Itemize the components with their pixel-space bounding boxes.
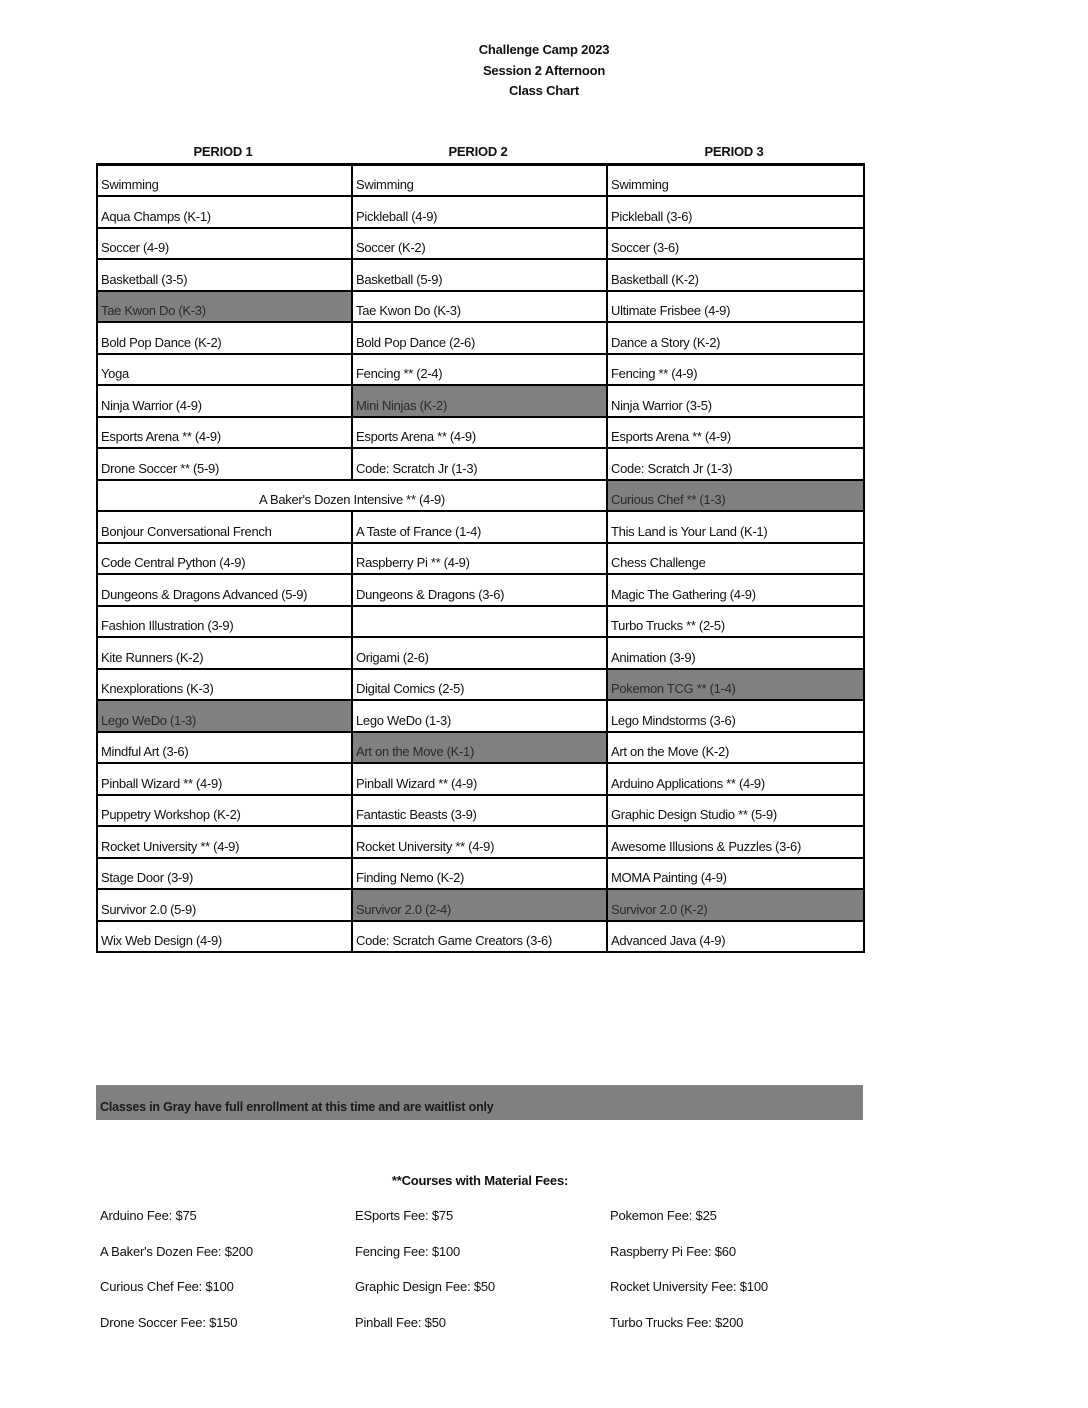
document-title bbox=[0, 40, 1088, 102]
fee-item: Rocket University Fee: $100 bbox=[610, 1279, 768, 1294]
class-cell: Pinball Wizard ** (4-9) bbox=[352, 763, 607, 795]
class-cell: Bold Pop Dance (K-2) bbox=[97, 322, 352, 354]
fee-item: Curious Chef Fee: $100 bbox=[100, 1279, 234, 1294]
class-cell: Code: Scratch Jr (1-3) bbox=[607, 448, 864, 480]
class-cell: Lego Mindstorms (3-6) bbox=[607, 700, 864, 732]
class-cell: Code: Scratch Jr (1-3) bbox=[352, 448, 607, 480]
class-cell: Bold Pop Dance (2-6) bbox=[352, 322, 607, 354]
table-row bbox=[97, 669, 864, 701]
table-row bbox=[97, 826, 864, 858]
table-row bbox=[97, 637, 864, 669]
class-cell: Drone Soccer ** (5-9) bbox=[97, 448, 352, 480]
class-chart-table bbox=[96, 163, 865, 953]
fee-item: ESports Fee: $75 bbox=[355, 1208, 453, 1223]
class-cell: Mini Ninjas (K-2) bbox=[352, 385, 607, 417]
session-title: Session 2 Afternoon bbox=[482, 62, 606, 78]
fee-item: Turbo Trucks Fee: $200 bbox=[610, 1315, 744, 1330]
class-cell: Art on the Move (K-1) bbox=[352, 732, 607, 764]
table-row bbox=[97, 574, 864, 606]
table-row bbox=[97, 165, 864, 197]
class-cell: Soccer (3-6) bbox=[607, 228, 864, 260]
class-cell: Knexplorations (K-3) bbox=[97, 669, 352, 701]
class-cell: Rocket University ** (4-9) bbox=[352, 826, 607, 858]
class-cell: A Taste of France (1-4) bbox=[352, 511, 607, 543]
class-cell: Code Central Python (4-9) bbox=[97, 543, 352, 575]
class-cell: Esports Arena ** (4-9) bbox=[97, 417, 352, 449]
class-cell: Puppetry Workshop (K-2) bbox=[97, 795, 352, 827]
class-cell: Graphic Design Studio ** (5-9) bbox=[607, 795, 864, 827]
class-cell: Wix Web Design (4-9) bbox=[97, 921, 352, 953]
period-3-header: PERIOD 3 bbox=[704, 144, 764, 159]
camp-title: Challenge Camp 2023 bbox=[478, 42, 610, 57]
class-cell: Survivor 2.0 (2-4) bbox=[352, 889, 607, 921]
table-row bbox=[97, 385, 864, 417]
class-cell: Fantastic Beasts (3-9) bbox=[352, 795, 607, 827]
class-cell: Swimming bbox=[607, 165, 864, 197]
class-cell: Survivor 2.0 (K-2) bbox=[607, 889, 864, 921]
class-cell: Origami (2-6) bbox=[352, 637, 607, 669]
class-cell bbox=[352, 606, 607, 638]
fee-item: Drone Soccer Fee: $150 bbox=[100, 1315, 238, 1330]
class-cell: Pickleball (4-9) bbox=[352, 196, 607, 228]
class-cell: Arduino Applications ** (4-9) bbox=[607, 763, 864, 795]
table-row bbox=[97, 259, 864, 291]
class-cell: Esports Arena ** (4-9) bbox=[352, 417, 607, 449]
fee-item: Fencing Fee: $100 bbox=[355, 1244, 461, 1259]
fee-item: Pokemon Fee: $25 bbox=[610, 1208, 717, 1223]
class-cell: Art on the Move (K-2) bbox=[607, 732, 864, 764]
class-cell: Lego WeDo (1-3) bbox=[97, 700, 352, 732]
class-cell: Soccer (4-9) bbox=[97, 228, 352, 260]
class-cell: Aqua Champs (K-1) bbox=[97, 196, 352, 228]
class-cell: Pokemon TCG ** (1-4) bbox=[607, 669, 864, 701]
class-cell: Basketball (5-9) bbox=[352, 259, 607, 291]
class-cell: Lego WeDo (1-3) bbox=[352, 700, 607, 732]
class-cell: Dance a Story (K-2) bbox=[607, 322, 864, 354]
table-row bbox=[97, 196, 864, 228]
class-cell: Kite Runners (K-2) bbox=[97, 637, 352, 669]
class-cell: Advanced Java (4-9) bbox=[607, 921, 864, 953]
class-cell: Tae Kwon Do (K-3) bbox=[97, 291, 352, 323]
table-row bbox=[97, 228, 864, 260]
class-cell: Basketball (K-2) bbox=[607, 259, 864, 291]
class-cell: Ninja Warrior (4-9) bbox=[97, 385, 352, 417]
class-cell: Basketball (3-5) bbox=[97, 259, 352, 291]
table-row bbox=[97, 889, 864, 921]
class-cell: Chess Challenge bbox=[607, 543, 864, 575]
table-row bbox=[97, 763, 864, 795]
class-cell: Soccer (K-2) bbox=[352, 228, 607, 260]
class-cell: This Land is Your Land (K-1) bbox=[607, 511, 864, 543]
table-row bbox=[97, 606, 864, 638]
class-cell: Pickleball (3-6) bbox=[607, 196, 864, 228]
table-row bbox=[97, 732, 864, 764]
class-cell: Curious Chef ** (1-3) bbox=[607, 480, 864, 512]
class-cell: MOMA Painting (4-9) bbox=[607, 858, 864, 890]
fee-item: Graphic Design Fee: $50 bbox=[355, 1279, 495, 1294]
table-row bbox=[97, 511, 864, 543]
fee-item: Arduino Fee: $75 bbox=[100, 1208, 197, 1223]
class-cell: Ultimate Frisbee (4-9) bbox=[607, 291, 864, 323]
table-row bbox=[97, 795, 864, 827]
class-cell: Ninja Warrior (3-5) bbox=[607, 385, 864, 417]
table-row bbox=[97, 543, 864, 575]
table-row bbox=[97, 322, 864, 354]
table-row bbox=[97, 354, 864, 386]
class-cell: Fencing ** (4-9) bbox=[607, 354, 864, 386]
class-cell: Bonjour Conversational French bbox=[97, 511, 352, 543]
class-cell: Rocket University ** (4-9) bbox=[97, 826, 352, 858]
class-cell: Tae Kwon Do (K-3) bbox=[352, 291, 607, 323]
class-cell: Fashion Illustration (3-9) bbox=[97, 606, 352, 638]
fee-item: A Baker's Dozen Fee: $200 bbox=[100, 1244, 253, 1259]
class-cell: Pinball Wizard ** (4-9) bbox=[97, 763, 352, 795]
table-row bbox=[97, 700, 864, 732]
class-cell: Digital Comics (2-5) bbox=[352, 669, 607, 701]
period-2-header: PERIOD 2 bbox=[448, 144, 508, 159]
table-row bbox=[97, 448, 864, 480]
table-row bbox=[97, 417, 864, 449]
class-cell: Awesome Illusions & Puzzles (3-6) bbox=[607, 826, 864, 858]
waitlist-notice: Classes in Gray have full enrollment at this time and are waitlist only bbox=[96, 1085, 863, 1120]
fee-item: Raspberry Pi Fee: $60 bbox=[610, 1244, 736, 1259]
class-cell: Esports Arena ** (4-9) bbox=[607, 417, 864, 449]
fee-item: Pinball Fee: $50 bbox=[355, 1315, 446, 1330]
class-cell: Finding Nemo (K-2) bbox=[352, 858, 607, 890]
class-cell: Raspberry Pi ** (4-9) bbox=[352, 543, 607, 575]
class-cell: Magic The Gathering (4-9) bbox=[607, 574, 864, 606]
period-1-header: PERIOD 1 bbox=[193, 144, 253, 159]
class-cell: A Baker's Dozen Intensive ** (4-9) bbox=[97, 480, 607, 512]
class-cell: Yoga bbox=[97, 354, 352, 386]
class-cell: Turbo Trucks ** (2-5) bbox=[607, 606, 864, 638]
chart-title: Class Chart bbox=[508, 83, 580, 98]
class-cell: Dungeons & Dragons Advanced (5-9) bbox=[97, 574, 352, 606]
class-cell: Code: Scratch Game Creators (3-6) bbox=[352, 921, 607, 953]
class-cell: Swimming bbox=[352, 165, 607, 197]
table-row bbox=[97, 858, 864, 890]
table-row bbox=[97, 921, 864, 953]
class-cell: Stage Door (3-9) bbox=[97, 858, 352, 890]
class-cell: Fencing ** (2-4) bbox=[352, 354, 607, 386]
class-cell: Dungeons & Dragons (3-6) bbox=[352, 574, 607, 606]
table-row bbox=[97, 291, 864, 323]
class-cell: Survivor 2.0 (5-9) bbox=[97, 889, 352, 921]
material-fees-heading: **Courses with Material Fees: bbox=[391, 1173, 569, 1188]
table-row bbox=[97, 480, 864, 512]
class-cell: Mindful Art (3-6) bbox=[97, 732, 352, 764]
class-cell: Animation (3-9) bbox=[607, 637, 864, 669]
class-cell: Swimming bbox=[97, 165, 352, 197]
